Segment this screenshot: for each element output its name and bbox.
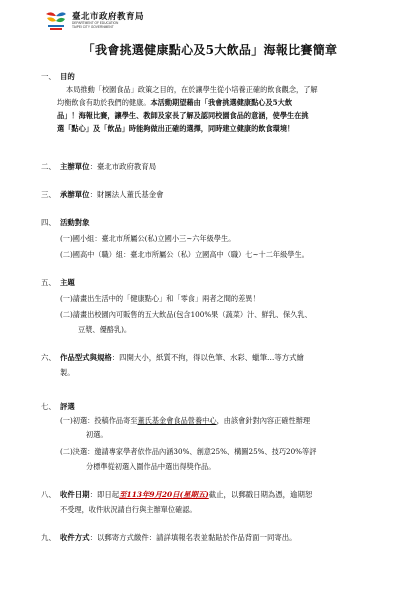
page-title: 「我會挑選健康點心及5大飲品」海報比賽簡章 [82,43,338,57]
deadline-text-cont: 不受理，收件狀況請自行與主辦單位確認。 [60,505,197,514]
theme-item-2-cont: 豆漿、優酪乳)。 [78,325,132,334]
section-heading: 目的 [60,72,75,81]
judging-item-2: (二)決選：邀請專家學者依作品內涵30%、創意25%、構圖25%、技巧20%等評 [60,447,317,456]
section-format [41,351,304,364]
section-theme [41,276,75,289]
org-name-en-2: TAIPEI CITY GOVERNMENT [72,25,114,29]
org-name-en-1: DEPARTMENT OF EDUCATION [72,21,119,26]
purpose-line-4: 選「點心」及「飲品」時能夠做出正確的選擇，同時建立健康的飲食環境！ [57,124,295,133]
target-item-2: (二)國高中（職）組：臺北市所屬公（私）立國高中（職）七~十二年級學生。 [60,250,309,259]
theme-item-2: (二)請畫出校園內可販售的五大飲品(包含100%果（蔬菜）汁、鮮乳、保久乳、 [60,310,312,319]
section-organizer [41,160,156,173]
section-number: 七、 [41,402,56,411]
section-executor [41,188,164,201]
section-purpose-heading [41,70,75,83]
org-name-cn: 臺北市政府教育局 [72,12,145,23]
format-text-cont: 製。 [60,368,75,377]
format-text: ：四開大小，紙質不拘，得以色筆、水彩、蠟筆…等方式繪 [111,353,304,362]
section-deadline [41,488,312,501]
section-number: 八、 [41,490,56,499]
header-logo [44,10,144,32]
section-heading: 活動對象 [60,218,90,227]
judging-item-2-cont: 分標準從初選入圍作品中選出得獎作品。 [86,462,216,471]
section-heading: 收件方式 [60,533,90,542]
purpose-line-1: 本局推動「校園食品」政策之目的，在於讓學生從小培養正確的飲食觀念，了解 [66,85,318,94]
target-item-1: (一)國小組：臺北市所屬公(私)立國小三~六年級學生。 [60,234,236,243]
theme-item-1: (一)請畫出生活中的「健康點心」和「零食」兩者之間的差異！ [60,294,260,303]
taipei-education-logo-icon [44,10,68,32]
section-target [41,216,90,229]
judging-center-name: 董氏基金會食品營養中心 [137,416,217,425]
section-number: 一、 [41,72,56,81]
purpose-line-2 [57,96,292,109]
section-submission [41,531,297,544]
section-heading: 作品型式與規格 [60,353,112,362]
section-heading: 評選 [60,402,75,411]
executor-text: ：財團法人董氏基金會 [89,190,164,199]
judging-item-1 [60,414,310,427]
deadline-text: 截止，以郵戳日期為憑，逾期恕 [208,490,313,499]
deadline-text: ：即日起 [89,490,120,499]
section-number: 九、 [41,533,56,542]
section-heading: 主辦單位 [60,162,90,171]
section-judging [41,400,75,413]
section-number: 六、 [41,353,56,362]
section-heading: 承辦單位 [60,190,90,199]
section-number: 四、 [41,218,56,227]
judging-item-1-cont: 初選。 [86,430,108,439]
section-number: 二、 [41,162,56,171]
purpose-text-bold: 本活動期望藉由「我會挑選健康點心及5大飲 [150,98,293,107]
judging-text: (一)初選：投稿作品寄至 [60,416,138,425]
purpose-line-3: 品」！海報比賽，讓學生、教師及家長了解及認同校園食品的意涵，使學生在挑 [57,111,309,120]
section-heading: 主題 [60,278,75,287]
organizer-text: ：臺北市政府教育局 [89,162,157,171]
section-heading: 收件日期 [60,490,90,499]
section-number: 三、 [41,190,56,199]
purpose-text: 均衡飲食有助於我們的健康。 [57,98,151,107]
deadline-date: 至113年9月20日(星期五) [119,490,209,499]
judging-text: ，由該會針對內容正確性辦理 [216,416,311,425]
section-number: 五、 [41,278,56,287]
submission-text: ：以郵寄方式繳件：請詳填報名表並黏貼於作品背面一同寄出。 [89,533,297,542]
